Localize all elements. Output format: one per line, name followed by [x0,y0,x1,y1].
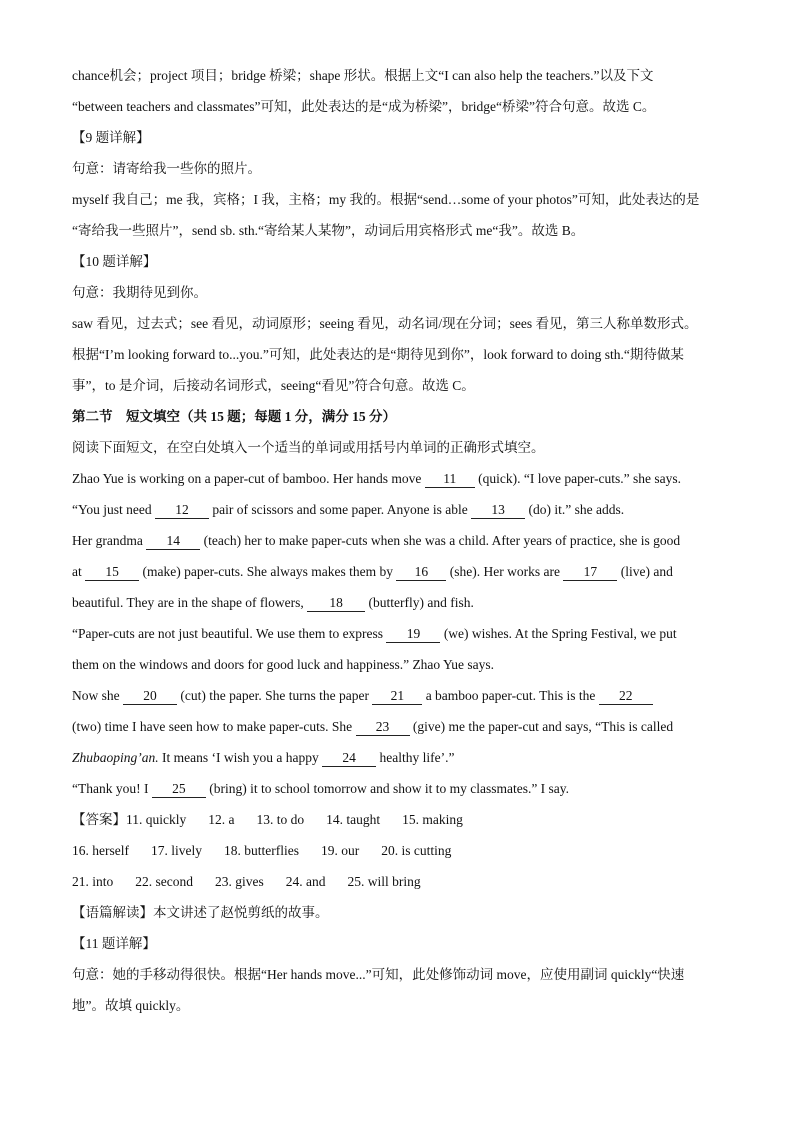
answer-item: 23. gives [215,874,264,889]
document-page [72,60,722,1021]
blank-11: 11 [425,471,475,488]
answer-item: 16. herself [72,843,129,858]
text-line: 地”。故填 quickly。 [72,998,190,1013]
answer-item: 19. our [320,843,360,858]
text-line: 根据“I’m looking forward to...you.”可知，此处表达的是“期待见到你”，look forward to doing sth.“期待做某 [72,347,684,362]
instruction-text: 阅读下面短文，在空白处填入一个适当的单词或用括号内单词的正确形式填空。 [72,440,545,455]
answer-item: 24. and [285,874,326,889]
blank-22: 22 [599,688,653,705]
text-line: 事”，to 是介词，后接动名词形式，seeing“看见”符合句意。故选 C。 [72,378,475,393]
blank-25: 25 [152,781,206,798]
question-9-heading: 【9 题详解】 [72,130,150,145]
question-10-meaning: 句意：我期待见到你。 [72,285,207,300]
passage-line: “Thank you! I 25 (bring) it to school tomorrow and show it to my classmates.” I say. [72,781,570,796]
passage-line: them on the windows and doors for good luck and happiness.” Zhao Yue says. [72,657,495,672]
answer-item: 22. second [135,874,194,889]
passage-line: beautiful. They are in the shape of flowers, 18 (butterfly) and fish. [72,595,474,610]
passage-line: Zhao Yue is working on a paper-cut of bamboo. Her hands move 11 (quick). “I love paper-cuts.” she says. [72,471,682,486]
passage-line: Her grandma 14 (teach) her to make paper-cuts when she was a child. After years of practice, she is good [72,533,681,548]
text-line: saw 看见，过去式；see 看见，动词原形；seeing 看见，动名词/现在分词；sees 看见，第三人称单数形式。 [72,316,698,331]
question-10-heading: 【10 题详解】 [72,254,157,269]
blank-12: 12 [155,502,209,519]
answer-item: 18. butterflies [223,843,299,858]
passage-line: “Paper-cuts are not just beautiful. We use them to express 19 (we) wishes. At the Spring Festival, we put [72,626,677,641]
text-line: 句意：她的手移动得很快。根据“Her hands move...”可知，此处修饰动词 move，应使用副词 quickly“快速 [72,967,685,982]
passage-line: “You just need 12 pair of scissors and some paper. Anyone is able 13 (do) it.” she adds. [72,502,625,517]
blank-13: 13 [471,502,525,519]
passage-line: (two) time I have seen how to make paper-cuts. She 23 (give) me the paper-cut and says, “This is called [72,719,674,734]
text-line: “between teachers and classmates”可知，此处表达的是“成为桥梁”，bridge“桥梁”符合句意。故选 C。 [72,99,656,114]
text-line: myself 我自己；me 我，宾格；I 我，主格；my 我的。根据“send…some of your photos”可知，此处表达的是 [72,192,700,207]
blank-19: 19 [386,626,440,643]
answer-item: 12. a [208,812,235,827]
answer-item: 20. is cutting [381,843,452,858]
discourse-summary: 【语篇解读】本文讲述了赵悦剪纸的故事。 [72,905,329,920]
passage-line: at 15 (make) paper-cuts. She always makes them by 16 (she). Her works are 17 (live) and [72,564,673,579]
answer-row [72,835,722,866]
text-line: “寄给我一些照片”，send sb. sth.“寄给某人某物”，动词后用宾格形式 me“我”。故选 B。 [72,223,585,238]
passage-line: Zhubaoping’an. It means ‘I wish you a happy 24 healthy life’.” [72,750,455,765]
passage-line: Now she 20 (cut) the paper. She turns the paper 21 a bamboo paper-cut. This is the 22 [72,680,722,711]
blank-24: 24 [322,750,376,767]
answer-item: 13. to do [256,812,305,827]
answer-row [72,866,722,897]
blank-15: 15 [85,564,139,581]
answer-row [72,804,722,835]
question-11-heading: 【11 题详解】 [72,936,156,951]
blank-21: 21 [372,688,422,705]
answer-item: 14. taught [326,812,381,827]
italic-title: Zhubaoping’an. [72,750,159,765]
blank-20: 20 [123,688,177,705]
answer-item: 11. quickly [126,812,187,827]
answer-item: 21. into [72,874,114,889]
blank-14: 14 [146,533,200,550]
blank-18: 18 [307,595,365,612]
answer-item: 15. making [402,812,463,827]
answer-item: 25. will bring [347,874,421,889]
answer-label: 【答案】 [72,812,126,827]
blank-16: 16 [396,564,446,581]
blank-23: 23 [356,719,410,736]
section-2-heading: 第二节 短文填空（共 15 题；每题 1 分，满分 15 分） [72,409,396,424]
question-9-meaning: 句意：请寄给我一些你的照片。 [72,161,261,176]
answer-item: 17. lively [150,843,202,858]
passage [72,463,722,804]
text-line: chance机会；project 项目；bridge 桥梁；shape 形状。根据上文“I can also help the teachers.”以及下文 [72,68,654,83]
blank-17: 17 [563,564,617,581]
